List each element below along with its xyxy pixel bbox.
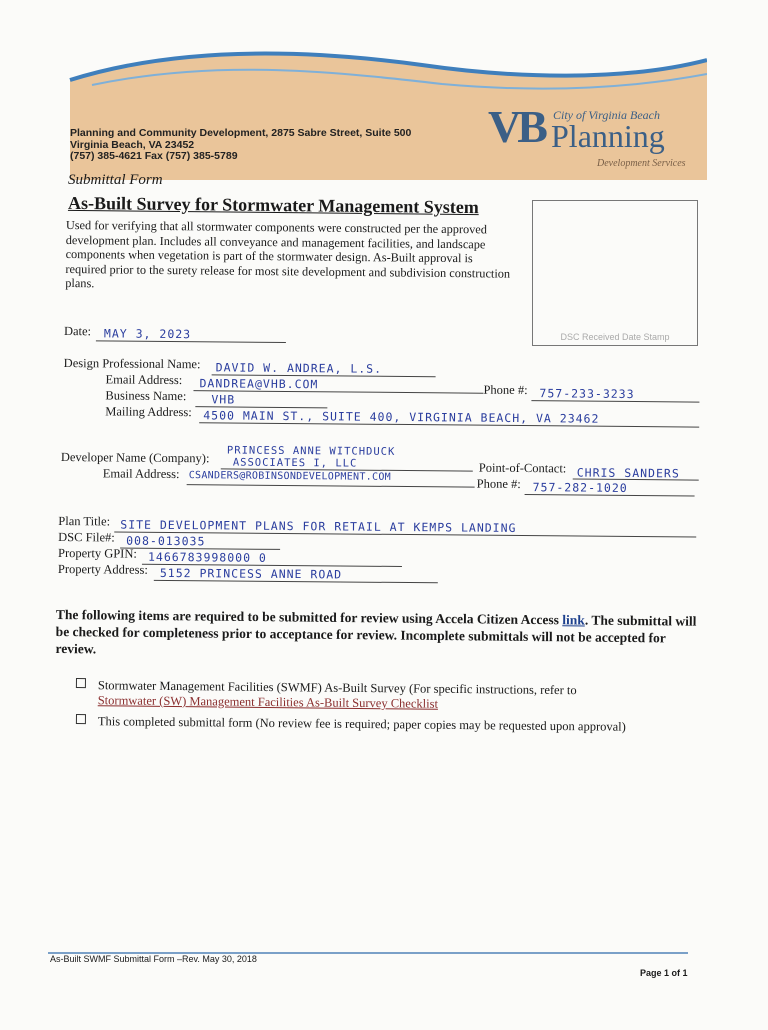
developer-name-line2[interactable]: ASSOCIATES I, LLC [232,456,358,470]
property-address-value[interactable]: 5152 PRINCESS ANNE ROAD [159,565,343,582]
field-line [187,484,475,488]
design-professional-label: Design Professional Name: [63,356,201,372]
requirements-text: The following items are required to be submitted for review using Accela Citizen Access [55,606,563,628]
date-value[interactable]: MAY 3, 2023 [103,326,192,342]
dp-email-value[interactable]: DANDREA@VHB.COM [199,376,319,392]
checklist-item-text: This completed submittal form (No review fee is required; paper copies may be requested upon approval) [97,714,626,734]
dp-phone-value[interactable]: 757-233-3233 [539,386,635,402]
developer-name-line1[interactable]: PRINCESS ANNE WITCHDUCK [226,444,396,458]
address-line: (757) 385-4621 Fax (757) 385-5789 [70,150,238,162]
checkbox[interactable] [76,714,86,724]
plan-title-label: Plan Title: [58,513,111,529]
property-gpin-value[interactable]: 1466783998000 0 [147,549,267,565]
dsc-file-label: DSC File#: [58,529,115,545]
submittal-form-label: Submittal Form [68,172,163,188]
dev-email-label: Email Address: [102,466,180,482]
design-professional-value[interactable]: DAVID W. ANDREA, L.S. [215,360,383,376]
requirements-text: . The submittal will be checked for completeness prior to acceptance for review. Incomplete submittals will not be accepted for review. [55,612,697,657]
dp-phone-label: Phone #: [483,382,528,398]
field-line [193,390,483,394]
stamp-label: DSC Received Date Stamp [560,332,670,342]
mailing-address-value[interactable]: 4500 MAIN ST., SUITE 400, VIRGINIA BEACH, VA 23462 [203,408,600,426]
vb-logo-mark: VB [488,101,544,152]
mailing-address-label: Mailing Address: [105,404,192,420]
form-intro: Used for verifying that all stormwater components were constructed per the approved development plan. Includes all conveyance and management facilities, and landscape components when vegetation is part of the stormwater design. As-Built approval is required prior to the surety release for most site development and subdivision construction plans. [65,218,511,291]
plan-title-value[interactable]: SITE DEVELOPMENT PLANS FOR RETAIL AT KEMPS LANDING [120,517,517,535]
footer-form-revision: As-Built SWMF Submittal Form –Rev. May 30, 2018 [50,954,257,964]
checklist-item-swmf [76,678,676,714]
address-line: Virginia Beach, VA 23452 [70,138,195,151]
business-name-value[interactable]: VHB [211,392,236,407]
dev-email-value[interactable]: CSANDERS@ROBINSONDEVELOPMENT.COM [188,470,392,483]
requirements-paragraph [55,606,705,664]
date-label: Date: [63,324,92,339]
logo-city-text: City of Virginia Beach [553,108,660,122]
logo-dev-services-text: Development Services [597,158,686,169]
property-address-label: Property Address: [57,561,148,577]
checkbox[interactable] [76,678,86,688]
swmf-checklist-link[interactable]: Stormwater (SW) Management Facilities As-Built Survey Checklist [97,693,439,711]
logo-planning-text: Planning [551,118,665,154]
property-gpin-label: Property GPIN: [57,545,137,561]
footer-page-number: Page 1 of 1 [640,968,688,978]
dp-email-label: Email Address: [105,372,183,388]
checklist-item-text: Stormwater Management Facilities (SWMF) As-Built Survey (For specific instructions, refer to [97,678,577,698]
dsc-file-value[interactable]: 008-013035 [126,533,206,549]
form-title: As-Built Survey for Stormwater Management System [67,192,479,218]
address-line: Planning and Community Development, 2875 Sabre Street, Suite 500 [70,127,412,139]
dev-phone-label: Phone #: [476,476,521,492]
business-name-label: Business Name: [105,388,187,404]
accela-link[interactable]: link [562,612,585,628]
point-of-contact-label: Point-of-Contact: [478,460,567,476]
point-of-contact-value[interactable]: CHRIS SANDERS [576,465,680,481]
dev-phone-value[interactable]: 757-282-1020 [532,480,628,495]
developer-name-label: Developer Name (Company): [60,450,210,466]
